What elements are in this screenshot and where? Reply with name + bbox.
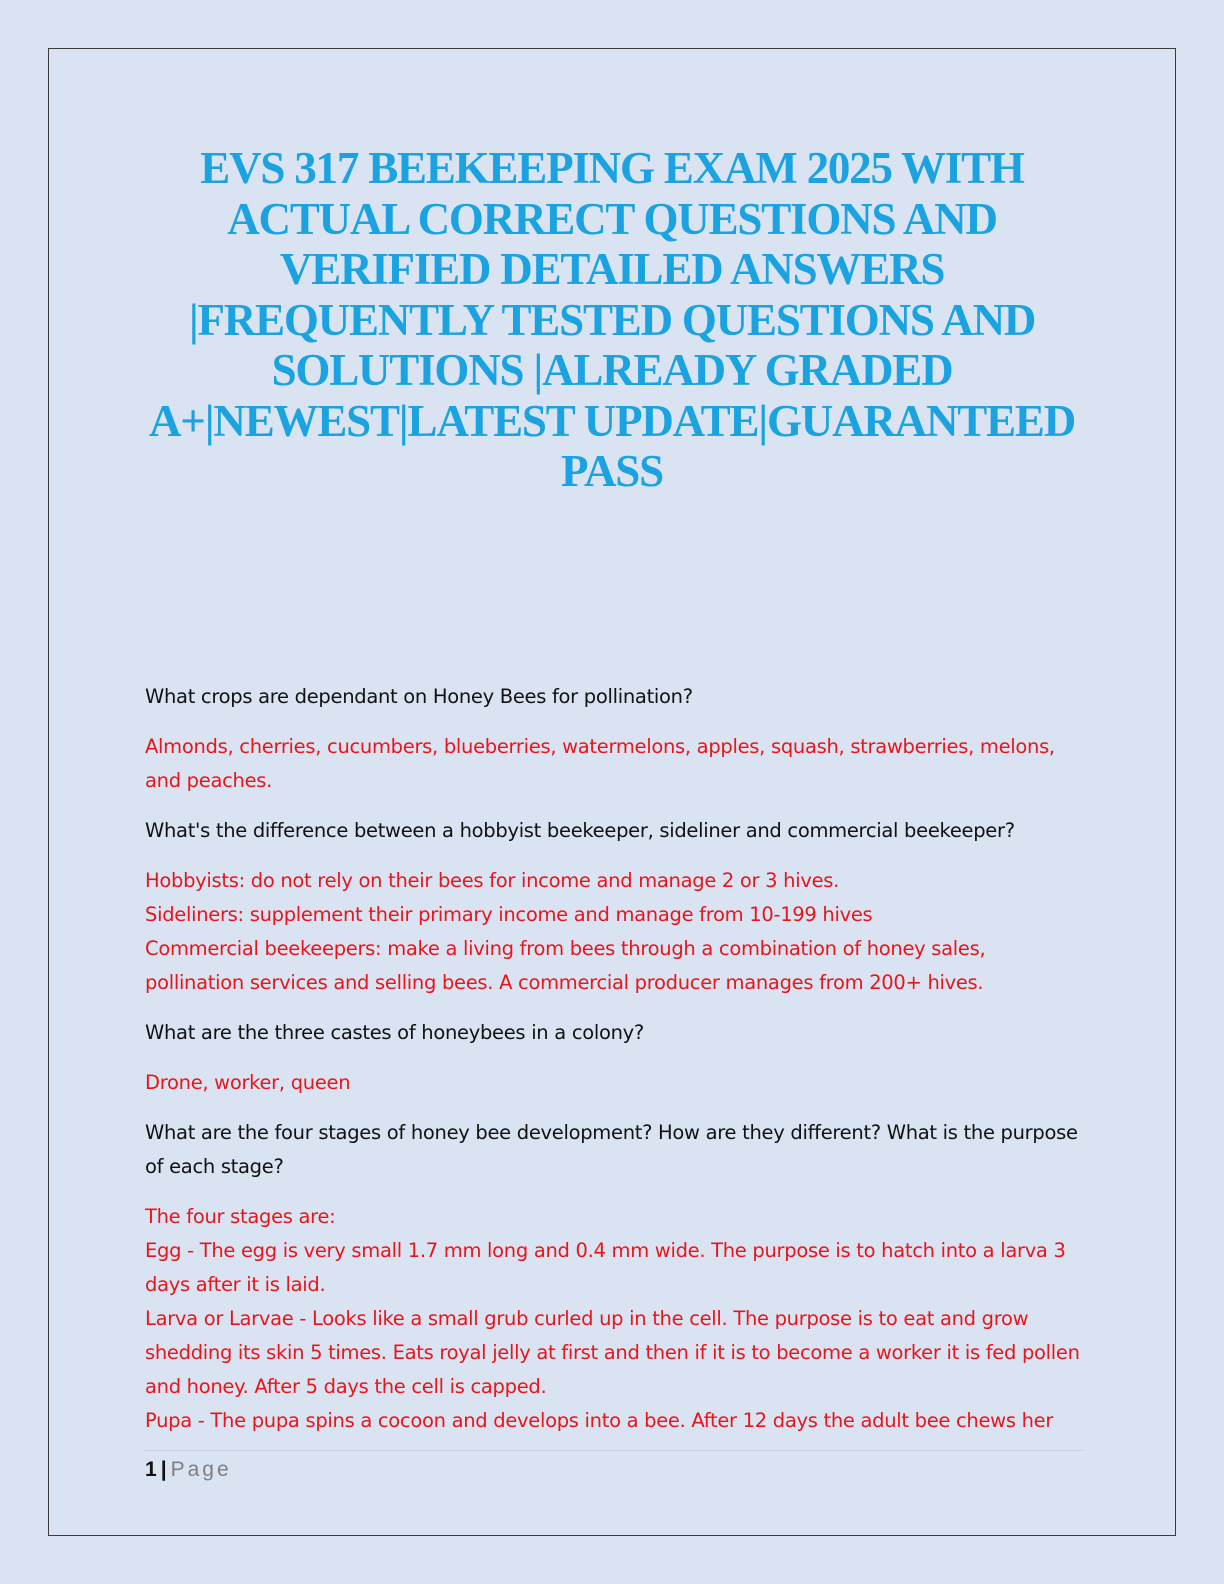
answer-4-line-1: The four stages are: <box>145 1205 336 1228</box>
answer-2-line-2: Sideliners: supplement their primary income and manage from 10-199 hives <box>145 903 873 926</box>
answer-1-line-1: Almonds, cherries, cucumbers, blueberries, watermelons, apples, squash, strawberries, melons, and peaches. <box>145 735 1055 792</box>
page-footer <box>145 1454 232 1486</box>
document-title: EVS 317 BEEKEEPING EXAM 2025 WITH ACTUAL CORRECT QUESTIONS AND VERIFIED DETAILED ANSWERS |FREQUENTLY TESTED QUESTIONS AND SOLUTIONS |ALREADY GRADED A+|NEWEST|LATEST UPDATE|GUARANTEED PASS <box>148 143 1076 496</box>
answer-4-line-4: Pupa - The pupa spins a cocoon and develops into a bee. After 12 days the adult bee chews her <box>145 1409 1054 1432</box>
question-3: What are the three castes of honeybees in a colony? <box>145 1021 644 1044</box>
page-number: 1 <box>145 1458 157 1481</box>
answer-3-line-1: Drone, worker, queen <box>145 1071 351 1094</box>
footer-divider <box>143 1450 1083 1451</box>
question-2: What's the difference between a hobbyist beekeeper, sideliner and commercial beekeeper? <box>145 819 1015 842</box>
footer-separator: | <box>160 1458 167 1481</box>
question-4: What are the four stages of honey bee development? How are they different? What is the purpose of each stage? <box>145 1121 1078 1178</box>
answer-2 <box>145 864 1085 1000</box>
answer-4-line-3: Larva or Larvae - Looks like a small grub curled up in the cell. The purpose is to eat and grow shedding its skin 5 times. Eats royal jelly at first and then if it is to become a worker it is fed pollen and honey. After 5 days the cell is capped. <box>145 1307 1080 1398</box>
qa-content <box>145 680 1085 1454</box>
page-label: Page <box>170 1458 232 1481</box>
answer-1 <box>145 730 1085 798</box>
answer-2-line-3: Commercial beekeepers: make a living from bees through a combination of honey sales, pollination services and selling bees. A commercial producer manages from 200+ hives. <box>145 937 986 994</box>
question-1: What crops are dependant on Honey Bees for pollination? <box>145 685 693 708</box>
answer-2-line-1: Hobbyists: do not rely on their bees for income and manage 2 or 3 hives. <box>145 869 840 892</box>
answer-4-line-2: Egg - The egg is very small 1.7 mm long and 0.4 mm wide. The purpose is to hatch into a larva 3 days after it is laid. <box>145 1239 1066 1296</box>
answer-3 <box>145 1066 1085 1100</box>
answer-4 <box>145 1200 1085 1438</box>
